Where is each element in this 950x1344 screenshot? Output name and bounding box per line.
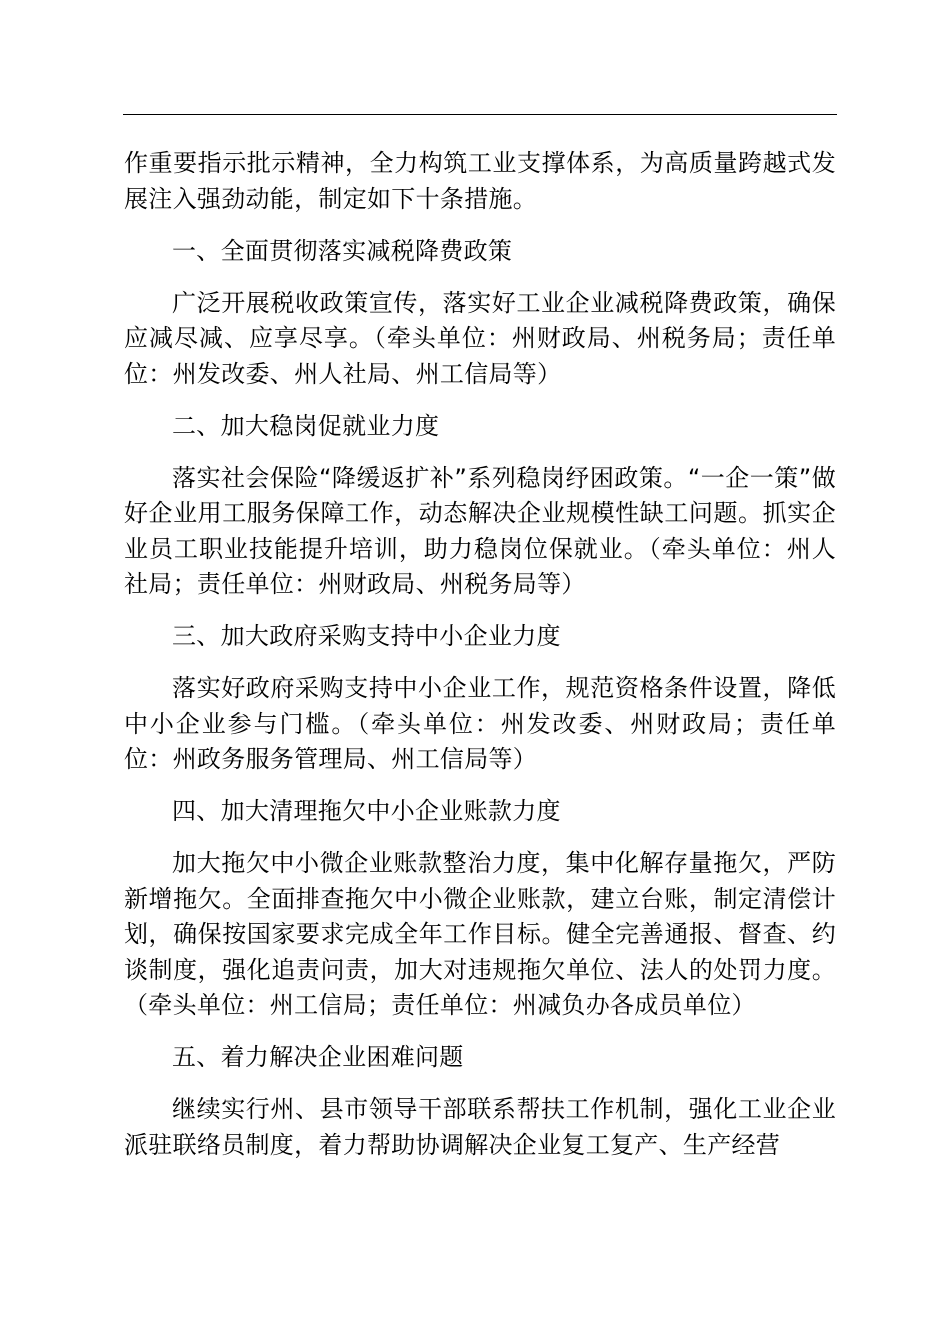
section-heading-1: 一、全面贯彻落实减税降费政策 <box>172 236 513 265</box>
section-heading-3: 三、加大政府采购支持中小企业力度 <box>172 622 561 650</box>
document-body <box>124 146 836 1163</box>
section-body-4: 加大拖欠中小微企业账款整治力度，集中化解存量拖欠，严防新增拖欠。全面排查拖欠中小微企业账款，建立台账，制定清偿计划，确保按国家要求完成全年工作目标。健全完善通报、督查、约谈制度，强化追责问责，加大对违规拖欠单位、法人的处罚力度。（牵头单位：州工信局；责任单位：州减负办各成员单位） <box>124 849 836 1019</box>
paragraph-intro-continuation: 作重要指示批示精神，全力构筑工业支撑体系，为高质量跨越式发展注入强劲动能，制定如下十条措施。 <box>124 149 836 213</box>
section-body-1: 广泛开展税收政策宣传，落实好工业企业减税降费政策，确保应减尽减、应享尽享。（牵头单位：州财政局、州税务局；责任单位：州发改委、州人社局、州工信局等） <box>124 288 836 388</box>
section-body-3: 落实好政府采购支持中小企业工作，规范资格条件设置，降低中小企业参与门槛。（牵头单位：州发改委、州财政局；责任单位：州政务服务管理局、州工信局等） <box>124 674 836 773</box>
header-rule <box>123 114 837 115</box>
section-body-5: 继续实行州、县市领导干部联系帮扶工作机制，强化工业企业派驻联络员制度，着力帮助协调解决企业复工复产、生产经营 <box>124 1095 836 1159</box>
section-body-2: 落实社会保险“降缓返扩补”系列稳岗纾困政策。“一企一策”做好企业用工服务保障工作，动态解决企业规模性缺工问题。抓实企业员工职业技能提升培训，助力稳岗位保就业。（牵头单位：州人社局；责任单位：州财政局、州税务局等） <box>124 463 836 598</box>
section-heading-5: 五、着力解决企业困难问题 <box>172 1043 464 1071</box>
section-heading-4: 四、加大清理拖欠中小企业账款力度 <box>172 797 561 825</box>
section-heading-2: 二、加大稳岗促就业力度 <box>172 411 440 440</box>
